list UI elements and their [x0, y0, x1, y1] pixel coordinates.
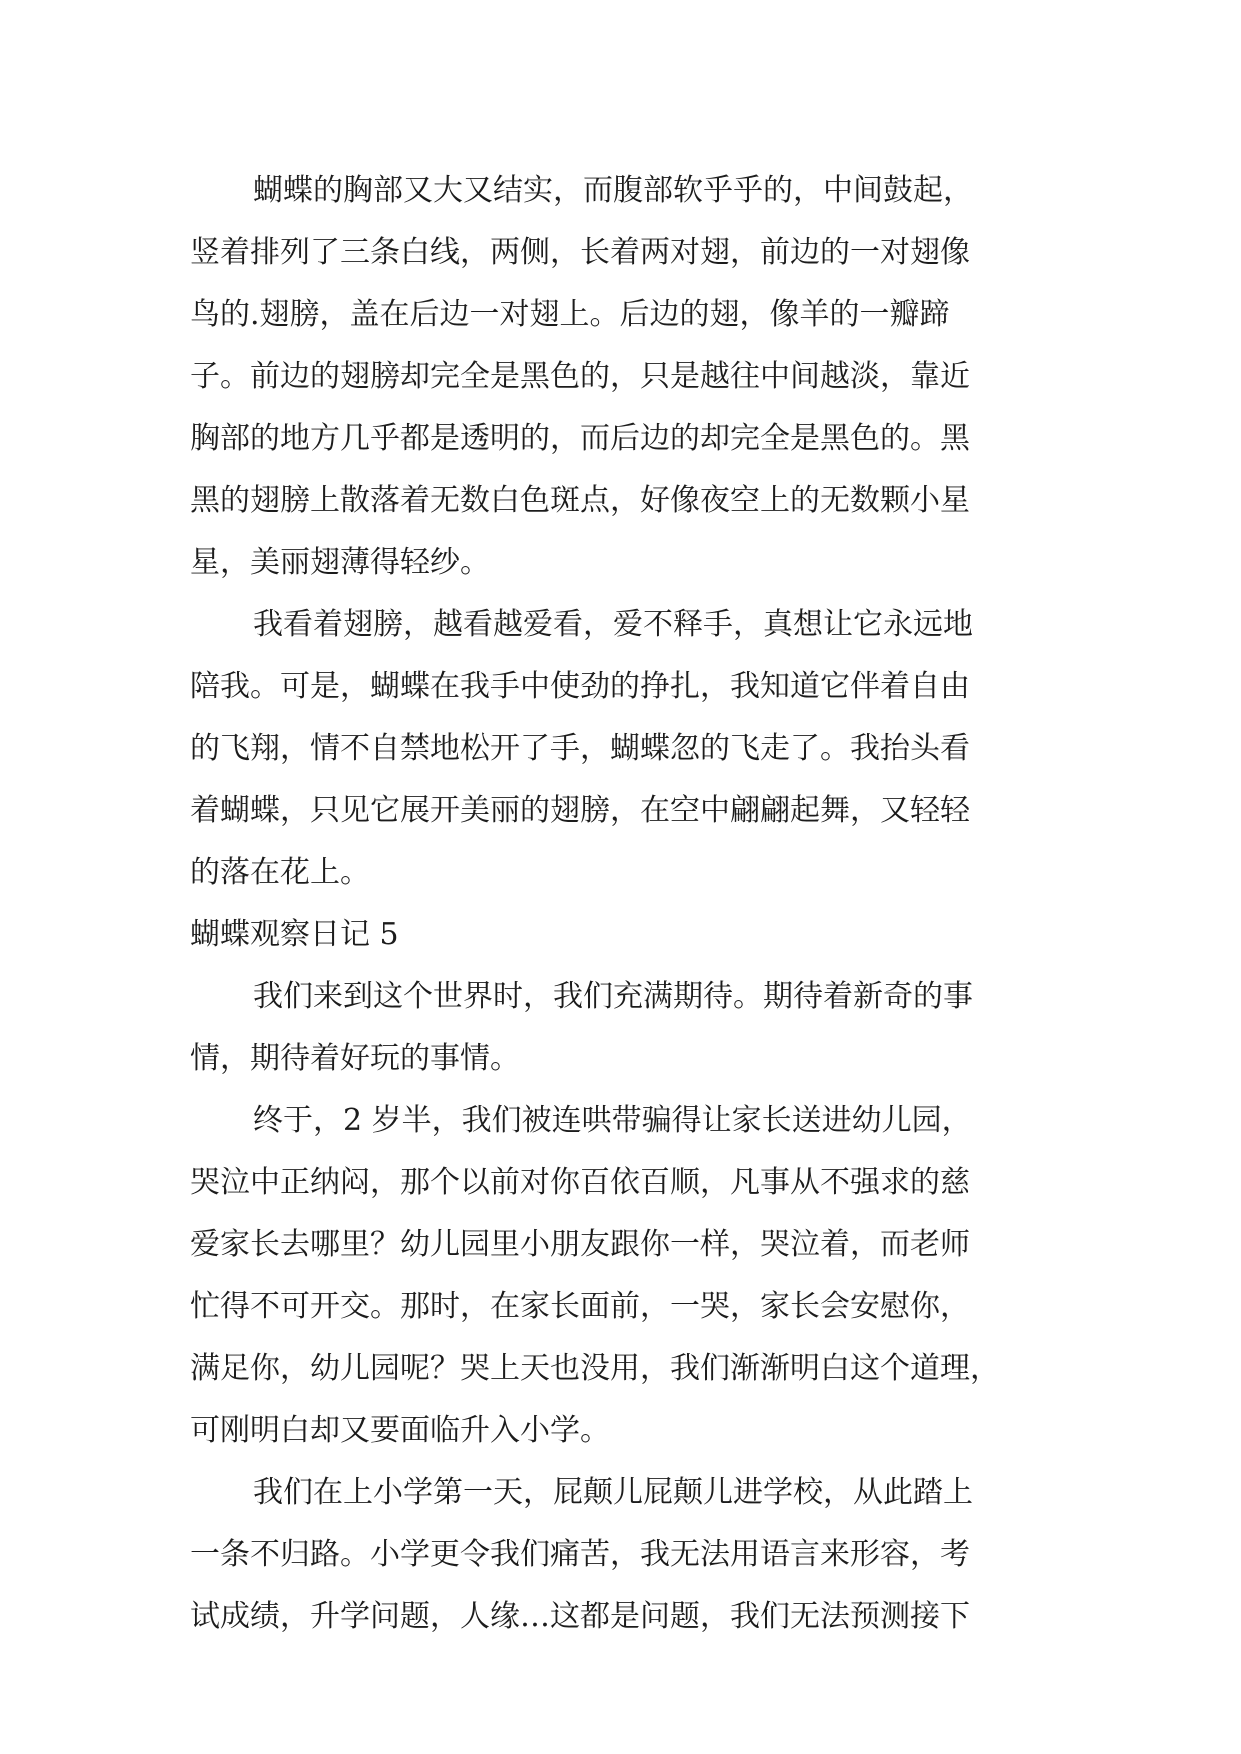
paragraph-line: 子。前边的翅膀却完全是黑色的，只是越往中间越淡，靠近 — [190, 359, 970, 394]
paragraph-line: 着蝴蝶，只见它展开美丽的翅膀，在空中翩翩起舞，又轻轻 — [190, 793, 970, 828]
paragraph-line: 我看着翅膀，越看越爱看，爱不释手，真想让它永远地 — [253, 607, 973, 642]
document-body — [190, 160, 1052, 1648]
paragraph-line: 我们在上小学第一天，屁颠儿屁颠儿进学校，从此踏上 — [253, 1475, 973, 1510]
paragraph-line: 陪我。可是，蝴蝶在我手中使劲的挣扎，我知道它伴着自由 — [190, 669, 970, 704]
paragraph-line: 终于，2 岁半，我们被连哄带骗得让家长送进幼儿园， — [253, 1103, 972, 1138]
paragraph-line: 一条不归路。小学更令我们痛苦，我无法用语言来形容，考 — [190, 1537, 970, 1572]
paragraph-line: 黑的翅膀上散落着无数白色斑点，好像夜空上的无数颗小星 — [190, 483, 970, 518]
paragraph-line: 胸部的地方几乎都是透明的，而后边的却完全是黑色的。黑 — [190, 421, 970, 456]
paragraph-line: 的落在花上。 — [190, 855, 370, 890]
paragraph-line: 我们来到这个世界时，我们充满期待。期待着新奇的事 — [253, 979, 973, 1014]
paragraph-line: 蝴蝶的胸部又大又结实，而腹部软乎乎的，中间鼓起， — [253, 173, 973, 208]
paragraph-line: 可刚明白却又要面临升入小学。 — [190, 1413, 610, 1448]
paragraph-line: 鸟的.翅膀，盖在后边一对翅上。后边的翅，像羊的一瓣蹄 — [190, 297, 950, 332]
paragraph-line: 竖着排列了三条白线，两侧，长着两对翅，前边的一对翅像 — [190, 235, 970, 270]
paragraph-line: 的飞翔，情不自禁地松开了手，蝴蝶忽的飞走了。我抬头看 — [190, 731, 970, 766]
section-heading: 蝴蝶观察日记 5 — [190, 917, 399, 952]
paragraph-line: 爱家长去哪里？幼儿园里小朋友跟你一样，哭泣着，而老师 — [190, 1227, 970, 1262]
paragraph-line: 哭泣中正纳闷，那个以前对你百依百顺，凡事从不强求的慈 — [190, 1165, 970, 1200]
paragraph-line: 情，期待着好玩的事情。 — [190, 1041, 520, 1076]
paragraph-line: 试成绩，升学问题，人缘…这都是问题，我们无法预测接下 — [190, 1599, 970, 1634]
paragraph-line: 满足你，幼儿园呢？哭上天也没用，我们渐渐明白这个道理， — [190, 1351, 1000, 1386]
paragraph-line: 星，美丽翅薄得轻纱。 — [190, 545, 490, 580]
paragraph-line: 忙得不可开交。那时，在家长面前，一哭，家长会安慰你， — [190, 1289, 970, 1324]
